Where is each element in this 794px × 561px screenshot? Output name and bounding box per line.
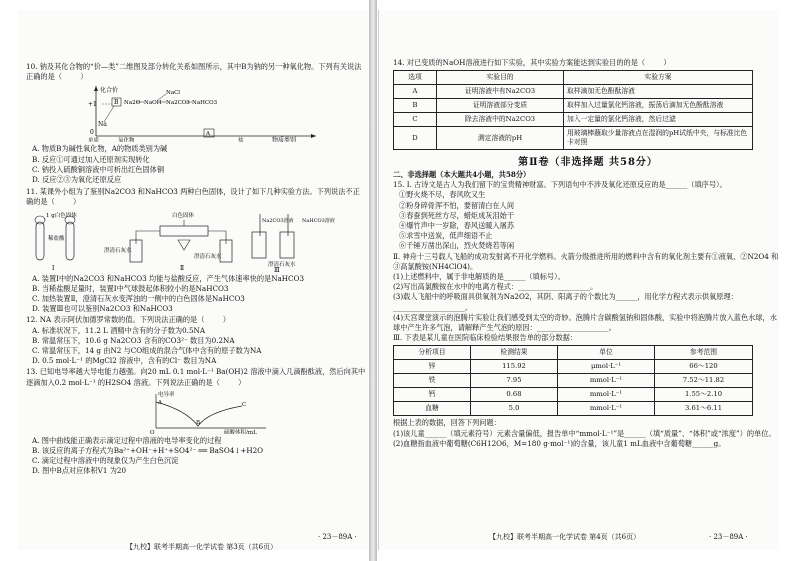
q15-sub-1: (1)上述燃料中，属于非电解质的是______（填标号）。 — [393, 272, 565, 282]
label-nahco3-soln: NaHCO3溶液 — [302, 217, 335, 224]
q14-cell: 取样滴加无色酚酞溶液 — [564, 85, 753, 99]
right-footer — [489, 532, 640, 542]
q15-part2: Ⅱ. 神舟十三号载人飞船的成功发射离不开化学燃料。火箭分级推进所用的燃料中含有的氧化剂主要有①液氧、②N2O4 和③高氯酸铵(NH4ClO4)。 — [393, 251, 779, 271]
right-code — [709, 532, 748, 542]
right-footer-text: 【九校】联考半期高一化学试卷 第4页（共6页） — [489, 533, 641, 541]
left-footer-text: 【九校】联考半期高一化学试卷 第3页（共6页） — [126, 543, 278, 550]
q14-table — [393, 70, 753, 150]
question-15 — [393, 180, 779, 333]
question-13 — [26, 367, 366, 476]
q14-cell: 用玻璃棒蘸取少量溶液点在湿润的pH试纸中央，与标准比色卡对照 — [564, 127, 753, 150]
q12-option-b: B. 常温常压下，10.6 g Na2CO3 含有的CO3²⁻ 数目为0.2NA — [32, 335, 235, 345]
y-tick-plus1: +1 — [88, 101, 97, 109]
q14-cell: A — [394, 85, 437, 99]
table-row — [394, 99, 753, 113]
left-code-text: · 23－89A · — [318, 533, 357, 541]
q13-conductivity-graph — [146, 390, 346, 434]
x-tick-0: 单质 — [88, 138, 100, 143]
q14-cell: C — [394, 113, 437, 127]
lab-cell: mmol·L⁻¹ — [558, 374, 655, 388]
node-nahco3: NaHCO3 — [192, 100, 218, 107]
q11-option-b: B. 当稀盐酸足量时，装置Ⅰ中气球鼓起体积较小的是NaHCO3 — [32, 283, 229, 293]
table-row — [394, 113, 753, 127]
question-14 — [393, 58, 779, 150]
lab-cell: 血糖 — [394, 402, 471, 416]
q15-poem-5: ⑤求雪中送炭，低声细语不止 — [399, 231, 493, 241]
q14-header-row — [394, 71, 753, 85]
q15-poem-1: ①野火烧不尽，春风吹又生 — [399, 190, 486, 200]
q15-sub-2: (2)写出高氯酸铵在水中的电离方程式：____________________。 — [393, 282, 598, 292]
label-limewater-a: 澄清石灰水 — [104, 247, 132, 254]
node-naoh: NaOH — [144, 100, 162, 107]
q14-cell: D — [394, 127, 437, 150]
q14-th-option: 选项 — [394, 71, 437, 85]
q10-option-c: C. 钠投入硫酸铜溶液中可析出红色固体铜 — [32, 164, 165, 174]
axis-x-label: 物质类别 — [272, 137, 297, 143]
q13-stem: 13. 已知电导率越大导电能力越强。向20 mL 0.1 mol·L⁻¹ Ba(OH)2 溶液中滴入几滴酚酞液，然后向其中逐滴加入0.2 mol·L⁻¹ 的H2SO4 溶液。下列说法正确的是（ ） — [26, 367, 366, 387]
lab-th-item: 分析项目 — [394, 346, 471, 360]
label-limewater-c: 澄清石灰水 — [268, 261, 296, 268]
lab-cell: 1.55～2.10 — [655, 388, 753, 402]
q15-sub-4: (4)天宫课堂演示的泡腾片实验让我们感受到太空的奇妙。泡腾片含碳酸氢钠和固体酸，实验中将泡腾片放入蓝色水球，水球中产生许多气泡，请解释产生气泡的原因：____________________。 — [393, 312, 777, 333]
node-b: B — [114, 99, 119, 107]
page-4 — [378, 10, 779, 550]
q11-apparatus-figure — [26, 210, 356, 272]
lab-cell: mmol·L⁻¹ — [558, 388, 655, 402]
label-na2co3-soln: Na2CO3溶液 — [262, 217, 294, 224]
q15-poem-6: ⑥千锤万凿出深山，烈火焚烧若等闲 — [399, 241, 515, 251]
q14-cell: 测定溶液的pH — [437, 127, 564, 150]
q12-option-a: A. 标准状况下，11.2 L 酒精中含有的分子数为0.5NA — [32, 325, 206, 335]
q10-option-a: A. 物质B为碱性氧化物，A的物质类别为碱 — [32, 144, 168, 154]
right-code-text: · 23－89A · — [709, 533, 748, 541]
q14-cell: 取样加入过量氯化钙溶液，振荡后滴加无色酚酞溶液 — [564, 99, 753, 113]
q12-option-d: D. 0.5 mol·L⁻¹ 的MgCl2 溶液中，含有的Cl⁻ 数目为NA — [32, 356, 217, 366]
apparatus-svg — [26, 210, 356, 272]
q14-cell: 证明溶液部分变质 — [437, 99, 564, 113]
q11-stem: 11. 某课外小组为了鉴别Na2CO3 和NaHCO3 两种白色固体，设计了如下几种实验方法。下列说法不正确的是（ ） — [26, 187, 360, 207]
graph-x-label: 硫酸体积/mL — [224, 429, 257, 434]
question-10 — [26, 62, 366, 185]
q14-cell: 加入一定量的氯化钙溶液，然后过滤 — [564, 113, 753, 127]
section-2-subtitle: 二、非选择题（本大题共4小题，共58分） — [393, 170, 531, 180]
q15-3-stem: Ⅲ. 下表是某儿童在医院临床检验结果报告单的部分数据： — [393, 333, 578, 343]
q13-option-b: B. 该反应的离子方程式为Ba²⁺+OH⁻+H⁺+SO4²⁻ ══ BaSO4↓+H2O — [32, 446, 264, 456]
q14-stem: 14. 对已变质的NaOH溶液进行如下实验，其中实验方案能达到实验目的的是（ ） — [393, 58, 671, 67]
q10-option-d: D. 反应②③为氧化还原反应 — [32, 175, 122, 185]
table-row — [394, 127, 753, 150]
q11-option-c: C. 加热装置Ⅱ，澄清石灰水变浑浊的一侧中的白色固体是NaHCO3 — [32, 294, 245, 304]
left-column — [26, 62, 366, 477]
q12-stem: 12. NA 表示阿伏加德罗常数的值。下列说法正确的是（ ） — [26, 315, 230, 325]
lab-header-row — [394, 346, 753, 360]
page-fold — [369, 0, 377, 561]
q15-sub-3: (3)载人飞船中的呼吸面具供氧剂为Na2O2，其阴、阳离子的个数比为______，用化学方程式表示供氧原理：____________________。 — [393, 292, 738, 312]
lab-th-result: 检测结果 — [471, 346, 558, 360]
point-o: O — [150, 429, 155, 434]
table-row — [394, 388, 753, 402]
lab-cell: μmol·L⁻¹ — [558, 360, 655, 374]
q15-stem: 15. Ⅰ. 古诗文是古人为我们留下的宝贵精神财富。下列语句中不涉及氧化还原反应的是______（填序号）。 — [393, 180, 727, 190]
node-nacl: NaCl — [166, 90, 181, 97]
q13-option-a: A. 图中曲线能正确表示滴定过程中溶液的电导率变化的过程 — [32, 435, 222, 445]
node-na2co3: Na2CO3 — [166, 100, 190, 107]
q11-option-d: D. 装置Ⅲ也可以鉴别Na2CO3 和NaHCO3 — [32, 304, 173, 314]
y-tick-zero: 0 — [90, 129, 94, 137]
question-11 — [26, 187, 366, 314]
question-15-part3 — [393, 333, 779, 449]
node-na2o: Na2O — [124, 100, 141, 107]
lab-cell: 66～120 — [655, 360, 753, 374]
label-white-solid: 白色固体 — [172, 212, 195, 219]
lab-cell: 7.95 — [471, 374, 558, 388]
q15-3-sub-1: (1)该儿童______（填元素符号）元素含量偏低，报告单中“mmol·L⁻¹”是______（填“质量”、“体积”或“浓度”）的单位。 — [393, 428, 776, 438]
q12-option-c: C. 常温常压下，14 g 由N2 与CO组成的混合气体中含有的原子数为NA — [32, 346, 262, 356]
lab-th-range: 参考范围 — [655, 346, 753, 360]
lab-cell: 3.61～6.11 — [655, 402, 753, 416]
graph-y-label: 电导率 — [158, 391, 175, 398]
fig-ii: Ⅱ — [180, 264, 185, 272]
lab-cell: 钙 — [394, 388, 471, 402]
fig-iii: Ⅲ — [274, 266, 280, 272]
table-row — [394, 374, 753, 388]
lab-cell: mmol·L⁻¹ — [558, 402, 655, 416]
q13-option-d: D. 图中B点对应体积V1 为20 — [32, 466, 127, 476]
valence-chart-svg — [26, 84, 326, 142]
q14-cell: B — [394, 99, 437, 113]
right-column — [393, 58, 779, 449]
q14-th-purpose: 实验目的 — [437, 71, 564, 85]
label-limewater-b: 澄清石灰水 — [194, 253, 222, 260]
q15-poem-4: ④爆竹声中一岁除，春风送暖入屠苏 — [399, 221, 515, 231]
section-2-title: 第Ⅱ卷（非选择题 共58分） — [518, 157, 658, 169]
q10-option-b: B. 反应①可通过加入还原剂实现转化 — [32, 154, 150, 164]
q14-th-plan: 实验方案 — [564, 71, 753, 85]
q14-cell: 除去溶液中的Na2CO3 — [437, 113, 564, 127]
lab-cell: 0.68 — [471, 388, 558, 402]
q11-option-a: A. 装置Ⅰ中的Na2CO3 和NaHCO3 均能与盐酸反应，产生气体速率快的是NaHCO3 — [32, 273, 305, 283]
page-3 — [18, 10, 368, 550]
left-code — [318, 532, 357, 542]
lab-cell: 115.92 — [471, 360, 558, 374]
point-a: A — [158, 399, 162, 406]
q15-3-after: 根据上表的数据，回答下列问题： — [393, 418, 501, 428]
lab-cell: 7.52～11.82 — [655, 374, 753, 388]
table-row — [394, 85, 753, 99]
x-tick-2: A — [206, 131, 210, 138]
conductivity-svg — [146, 390, 286, 434]
lab-report-table — [393, 345, 753, 416]
fig-i: Ⅰ — [52, 264, 55, 272]
lab-cell: 5.0 — [471, 402, 558, 416]
q15-poem-3: ③春蚕到死丝方尽，蜡炬成灰泪始干 — [399, 210, 515, 220]
table-row — [394, 360, 753, 374]
q10-valence-diagram — [26, 84, 326, 142]
question-12 — [26, 315, 366, 366]
x-tick-3: 盐 — [238, 138, 244, 143]
q15-3-sub-2: (2)血糖指血液中葡萄糖(C6H12O6，M=180 g·mol⁻¹)的含量，该儿童1 mL血液中含葡萄糖______g。 — [393, 438, 726, 448]
q10-stem: 10. 钠及其化合物的“价—类”二维图及部分转化关系如图所示，其中B为钠的另一种氧化物。下列有关说法正确的是（ ） — [26, 62, 362, 82]
point-b: B — [196, 419, 201, 426]
label-solid-1g: 1 g白色固体 — [46, 212, 77, 219]
q15-poem-2: ②粉身碎骨浑不怕，要留清白在人间 — [399, 200, 515, 210]
q13-option-c: C. 滴定过程中溶液中的现象仅为产生白色沉淀 — [32, 456, 179, 466]
table-row — [394, 402, 753, 416]
q14-cell: 证明溶液中有Na2CO3 — [437, 85, 564, 99]
lab-cell: 铁 — [394, 374, 471, 388]
axis-y-label: 化合价 — [100, 87, 119, 95]
x-tick-1: 氧化物 — [118, 138, 135, 143]
node-na: Na — [98, 121, 107, 129]
lab-th-unit: 单位 — [558, 346, 655, 360]
label-hcl: 稀盐酸 — [48, 235, 65, 242]
point-c: C — [242, 401, 247, 408]
lab-cell: 锌 — [394, 360, 471, 374]
